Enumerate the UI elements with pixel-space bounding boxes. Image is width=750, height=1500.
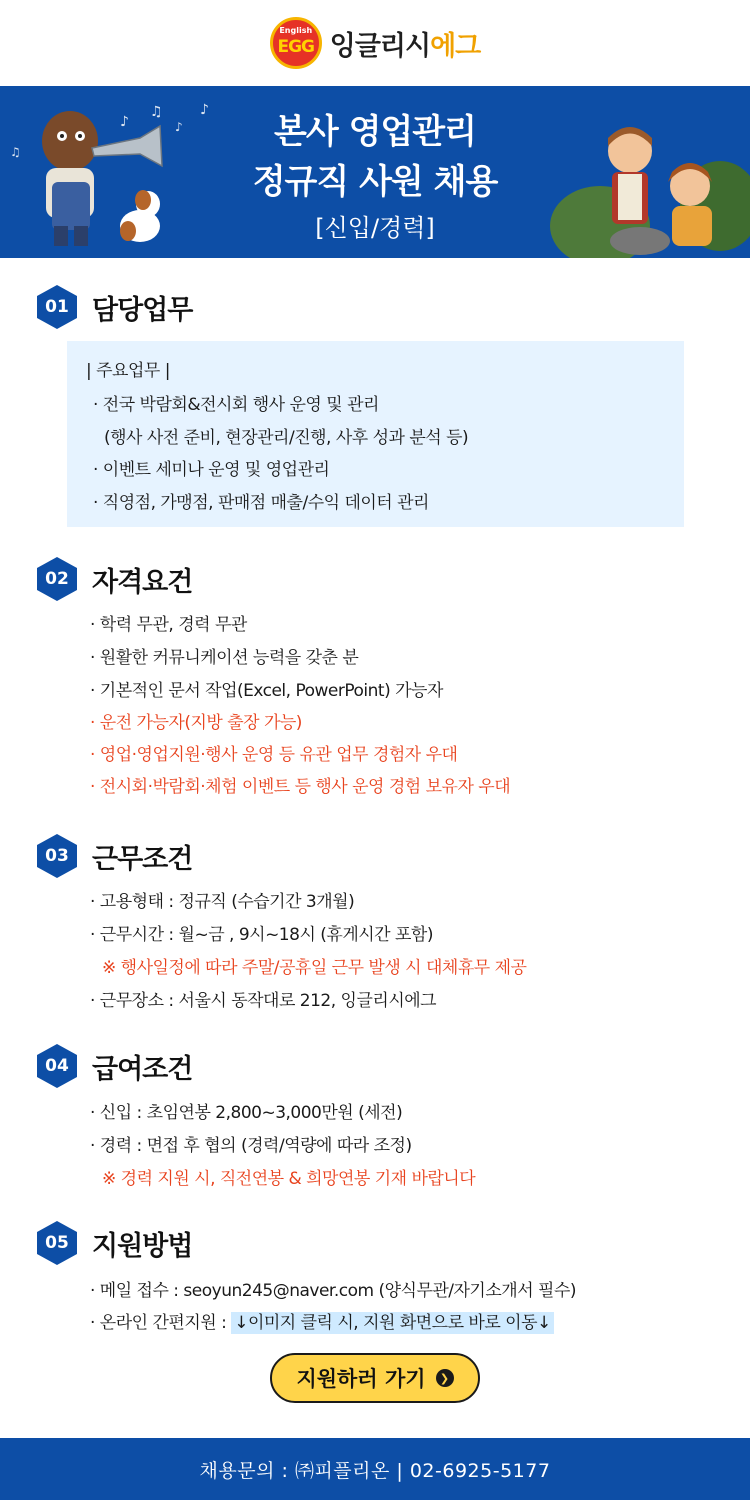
- section-number: 05: [45, 1233, 69, 1253]
- kids-illustration: [550, 116, 750, 258]
- section-number: 03: [45, 846, 69, 866]
- egg-logo-icon: [270, 17, 322, 69]
- condition-item: · 근무장소 : 서울시 동작대로 212, 잉글리시에그: [90, 991, 437, 1011]
- duty-item: · 직영점, 가맹점, 판매점 매출/수익 데이터 관리: [93, 493, 429, 513]
- condition-item: · 근무시간 : 월~금 , 9시~18시 (휴게시간 포함): [90, 925, 433, 945]
- banner-title-line3: [신입/경력]: [315, 214, 435, 242]
- svg-text:♪: ♪: [175, 120, 183, 134]
- qualification-item: · 기본적인 문서 작업(Excel, PowerPoint) 가능자: [90, 681, 443, 701]
- duty-item: · 전국 박람회&전시회 행사 운영 및 관리: [93, 395, 379, 415]
- banner-title-line1: 본사 영업관리: [274, 112, 476, 152]
- chevron-right-icon: ❯: [436, 1369, 454, 1387]
- logo-name-dark: 잉글리시: [329, 30, 431, 62]
- section-number: 04: [45, 1056, 69, 1076]
- logo-badge-top: English: [279, 26, 313, 35]
- logo-bar: [0, 0, 750, 86]
- salary-item: · 신입 : 초임연봉 2,800~3,000만원 (세전): [90, 1103, 403, 1123]
- duty-heading: | 주요업무 |: [86, 361, 170, 381]
- logo-badge-main: EGG: [277, 37, 315, 57]
- apply-button-label: 지원하러 가기: [296, 1367, 426, 1391]
- qualification-preferred: · 전시회·박람회·체험 이벤트 등 행사 운영 경험 보유자 우대: [90, 777, 511, 797]
- qualification-item: · 원활한 커뮤니케이션 능력을 갖춘 분: [90, 648, 359, 668]
- banner-title-line2: 정규직 사원 채용: [252, 162, 498, 202]
- qualification-preferred: · 운전 가능자(지방 출장 가능): [90, 713, 302, 733]
- footer-contact: 채용문의 : ㈜피플리온 | 02-6925-5177: [199, 1459, 551, 1482]
- apply-online-prefix: · 온라인 간편지원 :: [90, 1313, 232, 1333]
- hexagon-icon: [36, 1043, 78, 1089]
- hero-banner: [0, 86, 750, 258]
- svg-text:♫: ♫: [10, 145, 21, 159]
- hexagon-icon: [36, 1220, 78, 1266]
- section-title: 근무조건: [92, 843, 193, 875]
- hexagon-icon: [36, 556, 78, 602]
- duty-item: (행사 사전 준비, 현장관리/진행, 사후 성과 분석 등): [104, 428, 469, 448]
- salary-note: ※ 경력 지원 시, 직전연봉 & 희망연봉 기재 바랍니다: [102, 1169, 476, 1189]
- section-01-header: [36, 284, 192, 330]
- hexagon-icon: [36, 284, 78, 330]
- duty-item: · 이벤트 세미나 운영 및 영업관리: [93, 460, 330, 480]
- hexagon-icon: [36, 833, 78, 879]
- svg-text:♪: ♪: [120, 114, 129, 130]
- svg-text:♫: ♫: [150, 104, 163, 120]
- qualification-item: · 학력 무관, 경력 무관: [90, 615, 247, 635]
- svg-text:♪: ♪: [200, 102, 209, 118]
- condition-item: · 고용형태 : 정규직 (수습기간 3개월): [90, 892, 355, 912]
- section-number: 01: [45, 297, 69, 317]
- section-03-header: [36, 833, 192, 879]
- apply-online-line: [90, 1308, 554, 1333]
- section-05-header: [36, 1220, 192, 1266]
- section-number: 02: [45, 569, 69, 589]
- apply-online-highlight: ↓이미지 클릭 시, 지원 화면으로 바로 이동↓: [231, 1312, 554, 1334]
- logo-name-accent: 에그: [430, 30, 481, 62]
- section-title: 지원방법: [92, 1230, 193, 1262]
- footer-contact-bar: [0, 1438, 750, 1500]
- section-02-header: [36, 556, 192, 602]
- section-title: 담당업무: [92, 294, 193, 326]
- logo-name: [330, 24, 481, 63]
- qualification-preferred: · 영업·영업지원·행사 운영 등 유관 업무 경험자 우대: [90, 745, 458, 765]
- apply-email-line: · 메일 접수 : seoyun245@naver.com (양식무관/자기소개서 필수): [90, 1281, 577, 1301]
- section-title: 자격요건: [92, 566, 193, 598]
- apply-button[interactable]: [270, 1353, 480, 1403]
- section-title: 급여조건: [92, 1053, 193, 1085]
- salary-item: · 경력 : 면접 후 협의 (경력/역량에 따라 조정): [90, 1136, 412, 1156]
- condition-note: ※ 행사일정에 따라 주말/공휴일 근무 발생 시 대체휴무 제공: [102, 958, 527, 978]
- section-04-header: [36, 1043, 192, 1089]
